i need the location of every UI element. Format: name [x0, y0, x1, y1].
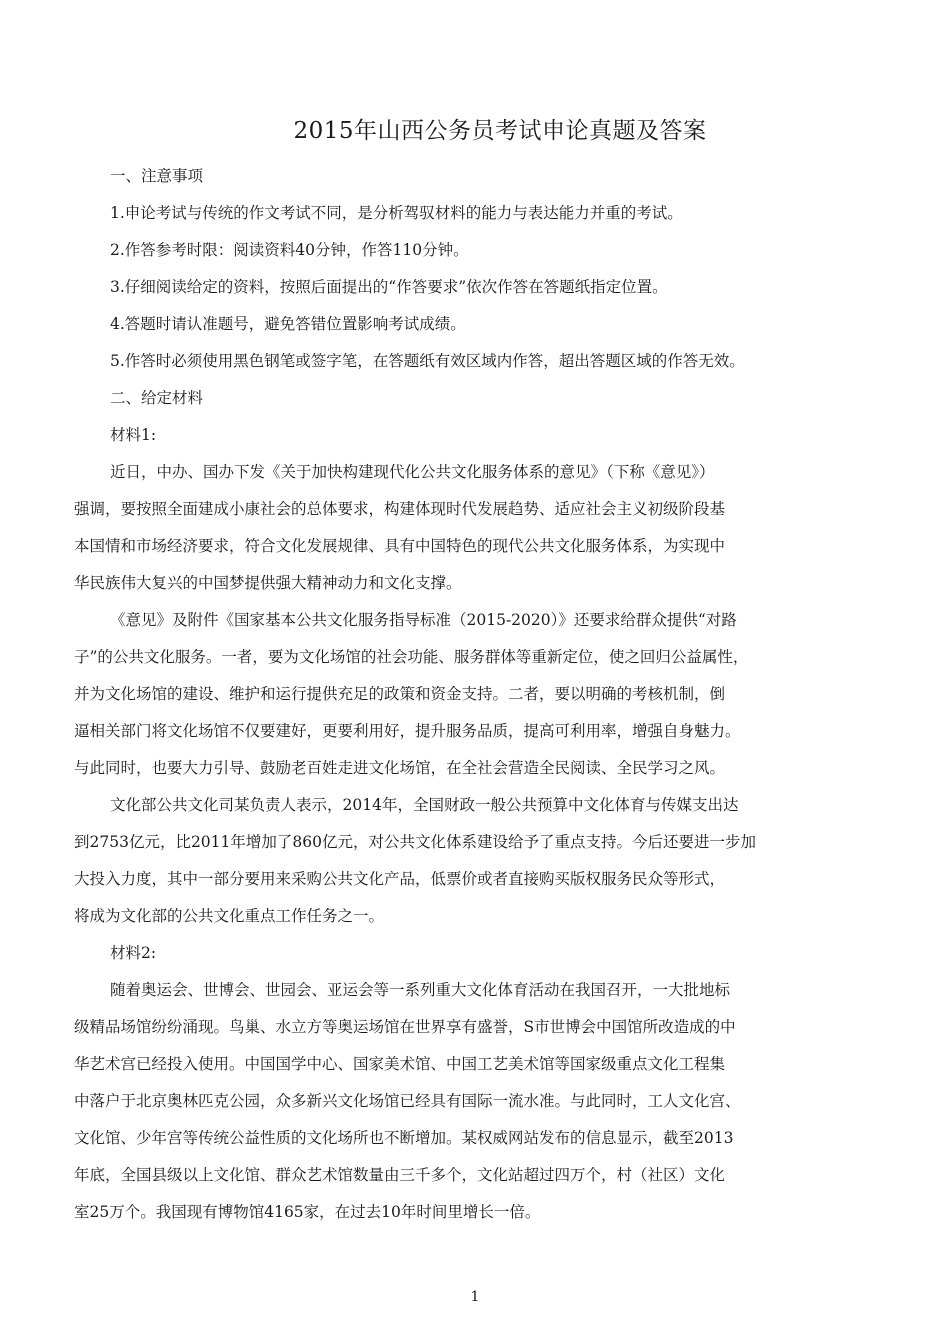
note-item-2: 2.作答参考时限：阅读资料40分钟，作答110分钟。: [110, 241, 469, 259]
text-line: 室25万个。我国现有博物馆4165家，在过去10年时间里增长一倍。: [74, 1203, 541, 1221]
section-heading-materials: 二、给定材料: [110, 389, 204, 407]
material-1-paragraph-1: [74, 454, 800, 602]
material-1-paragraph-3: [74, 787, 800, 935]
text-line: 文化部公共文化司某负责人表示，2014年，全国财政一般公共预算中文化体育与传媒支出达: [110, 796, 739, 814]
material-1-label: 材料1:: [110, 426, 157, 444]
text-line: 本国情和市场经济要求，符合文化发展规律、具有中国特色的现代公共文化服务体系，为实现中: [74, 537, 726, 555]
text-line: 子”的公共文化服务。一者，要为文化场馆的社会功能、服务群体等重新定位，使之回归公益属性，: [74, 648, 749, 666]
text-line: 近日，中办、国办下发《关于加快构建现代化公共文化服务体系的意见》（下称《意见》）: [110, 463, 715, 481]
text-line: 级精品场馆纷纷涌现。鸟巢、水立方等奥运场馆在世界享有盛誉，S市世博会中国馆所改造成的中: [74, 1018, 736, 1036]
text-line: 随着奥运会、世博会、世园会、亚运会等一系列重大文化体育活动在我国召开，一大批地标: [110, 981, 731, 999]
material-2-label: 材料2:: [110, 944, 157, 962]
material-2-paragraph-1: [74, 972, 800, 1231]
text-line: 文化馆、少年宫等传统公益性质的文化场所也不断增加。某权威网站发布的信息显示，截至2013: [74, 1129, 734, 1147]
material-1-paragraph-2: [74, 602, 800, 787]
text-line: 并为文化场馆的建设、维护和运行提供充足的政策和资金支持。二者，要以明确的考核机制，倒: [74, 685, 726, 703]
text-line: 《意见》及附件《国家基本公共文化服务指导标准（2015-2020）》还要求给群众提供“对路: [110, 611, 737, 629]
page-title: 2015年山西公务员考试申论真题及答案: [293, 118, 707, 144]
section-heading-notes: 一、注意事项: [110, 167, 204, 185]
note-item-3: 3.仔细阅读给定的资料，按照后面提出的“作答要求”依次作答在答题纸指定位置。: [110, 278, 668, 296]
text-line: 逼相关部门将文化场馆不仅要建好，更要利用好，提升服务品质，提高可利用率，增强自身魅力。: [74, 722, 741, 740]
text-line: 年底，全国县级以上文化馆、群众艺术馆数量由三千多个，文化站超过四万个，村（社区）文化: [74, 1166, 726, 1184]
text-line: 中落户于北京奥林匹克公园，众多新兴文化场馆已经具有国际一流水准。与此同时，工人文化宫、: [74, 1092, 741, 1110]
page-number: 1: [470, 1289, 480, 1305]
text-line: 与此同时，也要大力引导、鼓励老百姓走进文化场馆，在全社会营造全民阅读、全民学习之风。: [74, 759, 726, 777]
text-line: 华艺术宫已经投入使用。中国国学中心、国家美术馆、中国工艺美术馆等国家级重点文化工程集: [74, 1055, 726, 1073]
note-item-4: 4.答题时请认准题号，避免答错位置影响考试成绩。: [110, 315, 466, 333]
text-line: 将成为文化部的公共文化重点工作任务之一。: [74, 907, 385, 925]
text-line: 大投入力度，其中一部分要用来采购公共文化产品，低票价或者直接购买版权服务民众等形式，: [74, 870, 726, 888]
text-line: 华民族伟大复兴的中国梦提供强大精神动力和文化支撑。: [74, 574, 462, 592]
document-body: [74, 158, 800, 1231]
note-item-5: 5.作答时必须使用黑色钢笔或签字笔，在答题纸有效区域内作答，超出答题区域的作答无效。: [110, 352, 745, 370]
text-line: 强调，要按照全面建成小康社会的总体要求，构建体现时代发展趋势、适应社会主义初级阶段基: [74, 500, 726, 518]
note-item-1: 1.申论考试与传统的作文考试不同，是分析驾驭材料的能力与表达能力并重的考试。: [110, 204, 683, 222]
text-line: 到2753亿元，比2011年增加了860亿元，对公共文化体系建设给予了重点支持。今后还要进一步加: [74, 833, 756, 851]
